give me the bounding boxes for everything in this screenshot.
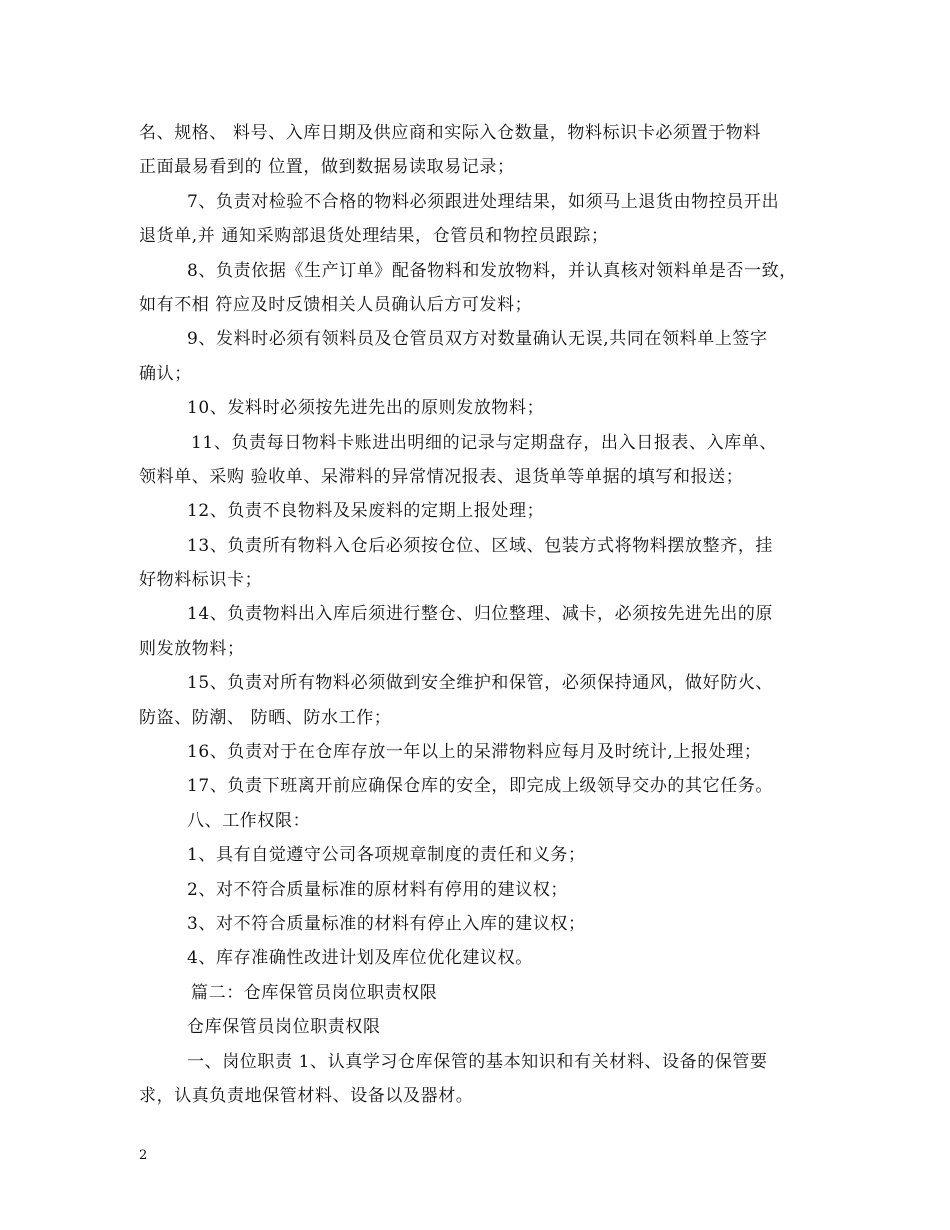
page-number: 2 bbox=[139, 1148, 148, 1163]
text-line: 8、负责依据《生产订单》配备物料和发放物料，并认真核对领料单是否一致， bbox=[187, 260, 797, 281]
text-line: 17、负责下班离开前应确保仓库的安全，即完成上级领导交办的其它任务。 bbox=[187, 776, 774, 797]
text-line: 好物料标识卡； bbox=[139, 570, 263, 591]
section-title: 仓库保管员岗位职责权限 bbox=[187, 1017, 381, 1038]
section-heading: 篇二：仓库保管员岗位职责权限 bbox=[191, 982, 438, 1003]
text-line: 一、岗位职责 1、认真学习仓库保管的基本知识和有关材料、设备的保管要 bbox=[187, 1051, 768, 1072]
text-line: 名、规格、 料号、入库日期及供应商和实际入仓数量，物料标识卡必须置于物料 bbox=[139, 123, 762, 143]
text-line: 正面最易看到的 位置，做到数据易读取易记录； bbox=[139, 157, 515, 178]
text-line: 退货单,并 通知采购部退货处理结果，仓管员和物控员跟踪； bbox=[139, 226, 609, 247]
text-line: 11、负责每日物料卡账进出明细的记录与定期盘存，出入日报表、入库单、 bbox=[191, 432, 778, 453]
text-line: 1、具有自觉遵守公司各项规章制度的责任和义务； bbox=[187, 845, 586, 866]
text-line: 领料单、采购 验收单、呆滞料的异常情况报表、退货单等单据的填写和报送； bbox=[139, 466, 744, 487]
text-line: 15、负责对所有物料必须做到安全维护和保管，必须保持通风，做好防火、 bbox=[187, 673, 774, 694]
document-body bbox=[139, 116, 839, 1113]
text-line: 14、负责物料出入库后须进行整仓、归位整理、减卡，必须按先进先出的原 bbox=[187, 604, 774, 625]
text-line: 2、对不符合质量标准的原材料有停用的建议权； bbox=[187, 879, 569, 900]
text-line: 求，认真负责地保管材料、设备以及器材。 bbox=[139, 1085, 474, 1106]
text-line: 9、发料时必须有领料员及仓管员双方对数量确认无误,共同在领料单上签字 bbox=[187, 329, 768, 350]
section-heading: 八、工作权限： bbox=[187, 810, 311, 831]
text-line: 13、负责所有物料入仓后必须按仓位、区域、包装方式将物料摆放整齐，挂 bbox=[187, 535, 774, 556]
text-line: 如有不相 符应及时反馈相关人员确认后方可发料； bbox=[139, 294, 533, 315]
text-line: 4、库存准确性改进计划及库位优化建议权。 bbox=[187, 948, 533, 969]
text-line: 防盗、防潮、 防晒、防水工作； bbox=[139, 707, 392, 728]
text-line: 则发放物料； bbox=[139, 638, 245, 659]
text-line: 16、负责对于在仓库存放一年以上的呆滞物料应每月及时统计,上报处理； bbox=[187, 742, 762, 763]
text-line: 7、负责对检验不合格的物料必须跟进处理结果，如须马上退货由物控员开出 bbox=[187, 191, 780, 212]
text-line: 确认； bbox=[139, 363, 192, 384]
text-line: 10、发料时必须按先进先出的原则发放物料； bbox=[187, 398, 545, 419]
text-line: 12、负责不良物料及呆废料的定期上报处理； bbox=[187, 501, 545, 522]
text-line: 3、对不符合质量标准的材料有停止入库的建议权； bbox=[187, 913, 586, 934]
